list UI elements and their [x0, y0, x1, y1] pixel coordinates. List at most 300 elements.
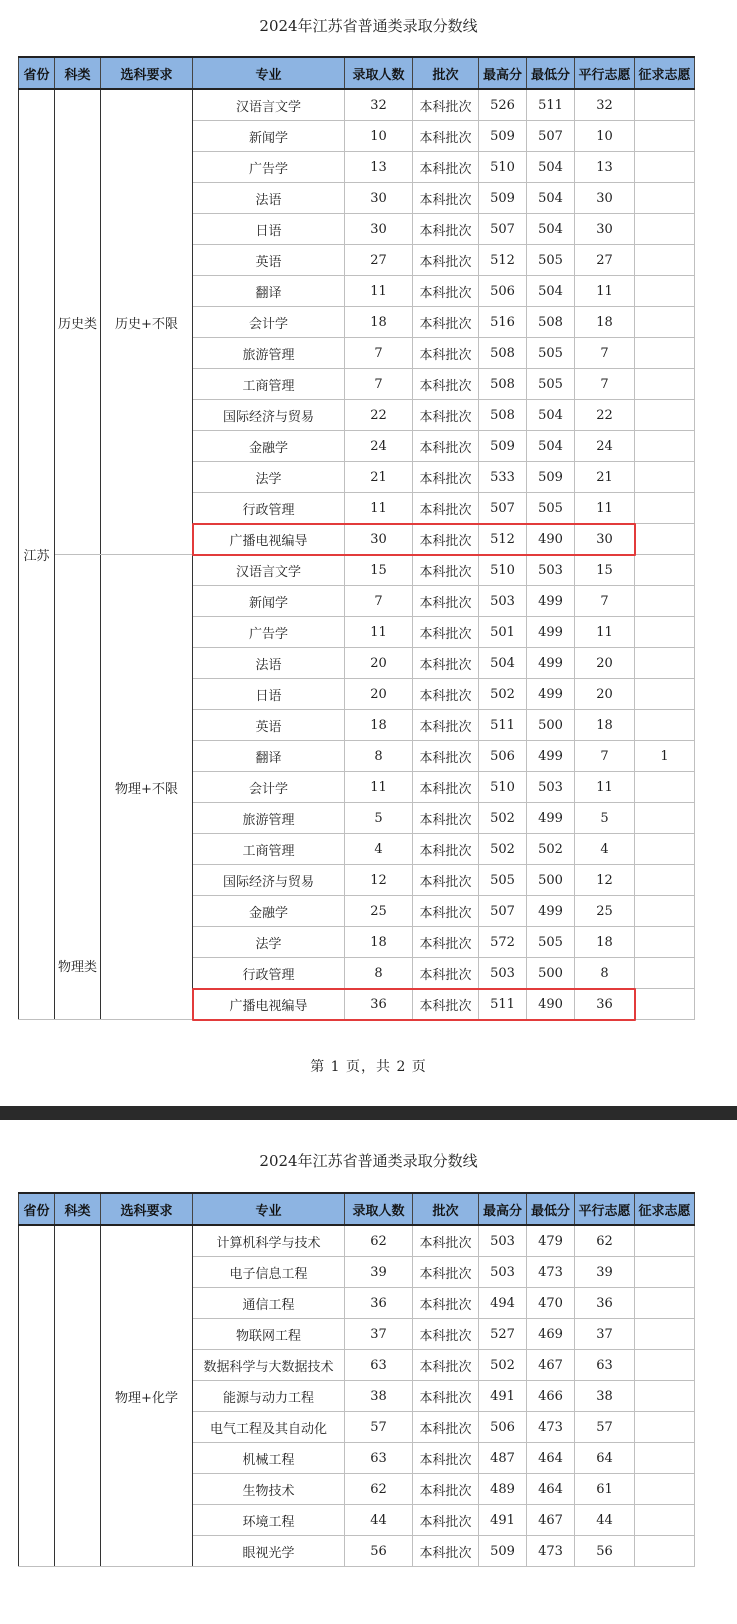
table-cell: 61 [575, 1474, 635, 1505]
table-cell: 30 [575, 524, 635, 555]
table-cell: 本科批次 [413, 834, 479, 865]
table-cell: 本科批次 [413, 307, 479, 338]
table-cell: 11 [575, 493, 635, 524]
table-cell: 32 [345, 89, 413, 121]
table-cell [635, 245, 695, 276]
table-cell: 24 [345, 431, 413, 462]
table-cell: 金融学 [193, 431, 345, 462]
table-cell: 汉语言文学 [193, 89, 345, 121]
table-cell [635, 89, 695, 121]
table-cell: 503 [479, 1257, 527, 1288]
table-cell: 行政管理 [193, 958, 345, 989]
category-cell [55, 1225, 101, 1567]
table-cell: 511 [479, 710, 527, 741]
table-cell: 500 [527, 710, 575, 741]
table-cell: 5 [575, 803, 635, 834]
table-cell: 505 [527, 338, 575, 369]
table-cell: 39 [575, 1257, 635, 1288]
table-cell [635, 1257, 695, 1288]
table-cell: 环境工程 [193, 1505, 345, 1536]
table-cell: 56 [575, 1536, 635, 1567]
table-cell: 490 [527, 524, 575, 555]
table-cell: 18 [575, 710, 635, 741]
table-cell: 旅游管理 [193, 803, 345, 834]
table-cell: 38 [345, 1381, 413, 1412]
table-cell: 本科批次 [413, 989, 479, 1020]
table-cell [635, 462, 695, 493]
table-cell: 494 [479, 1288, 527, 1319]
page-footer: 第 1 页，共 2 页 [310, 1059, 427, 1075]
table-cell: 504 [527, 183, 575, 214]
table-cell [635, 1412, 695, 1443]
table-cell: 广告学 [193, 617, 345, 648]
table-cell: 504 [479, 648, 527, 679]
table-cell: 电气工程及其自动化 [193, 1412, 345, 1443]
table-cell [635, 400, 695, 431]
table-cell: 本科批次 [413, 617, 479, 648]
table-cell: 502 [479, 1350, 527, 1381]
column-header: 选科要求 [101, 1193, 193, 1225]
table-cell: 508 [479, 400, 527, 431]
column-header: 选科要求 [101, 57, 193, 89]
table-cell: 507 [527, 121, 575, 152]
table-cell: 日语 [193, 214, 345, 245]
column-header: 平行志愿 [575, 57, 635, 89]
table-cell: 22 [345, 400, 413, 431]
table-row [19, 1225, 695, 1257]
table-cell: 本科批次 [413, 152, 479, 183]
table-cell: 37 [345, 1319, 413, 1350]
column-header: 专业 [193, 57, 345, 89]
table-cell: 512 [479, 524, 527, 555]
table-cell: 新闻学 [193, 586, 345, 617]
table-cell: 4 [575, 834, 635, 865]
table-cell [635, 617, 695, 648]
table-cell: 国际经济与贸易 [193, 400, 345, 431]
table-cell: 510 [479, 555, 527, 586]
table-cell: 21 [345, 462, 413, 493]
table-cell: 本科批次 [413, 276, 479, 307]
table-cell: 39 [345, 1257, 413, 1288]
table-cell: 507 [479, 493, 527, 524]
table-cell: 30 [345, 524, 413, 555]
table-cell: 500 [527, 865, 575, 896]
table-cell: 本科批次 [413, 400, 479, 431]
table-cell: 8 [345, 741, 413, 772]
page-title: 2024年江苏省普通类录取分数线 [259, 1152, 478, 1170]
table-cell: 13 [575, 152, 635, 183]
table-cell: 本科批次 [413, 1412, 479, 1443]
page-divider [0, 1106, 737, 1120]
admission-table-page1 [18, 56, 695, 1020]
table-cell: 本科批次 [413, 431, 479, 462]
table-cell: 473 [527, 1536, 575, 1567]
column-header: 录取人数 [345, 1193, 413, 1225]
table-cell: 7 [575, 741, 635, 772]
table-cell [635, 648, 695, 679]
table-cell [635, 1536, 695, 1567]
table-cell: 499 [527, 896, 575, 927]
table-cell: 62 [345, 1474, 413, 1505]
table-cell: 25 [345, 896, 413, 927]
table-cell [635, 896, 695, 927]
table-cell: 11 [575, 617, 635, 648]
table-cell [635, 1288, 695, 1319]
column-header: 最高分 [479, 1193, 527, 1225]
table-cell: 505 [479, 865, 527, 896]
table-cell: 7 [575, 586, 635, 617]
column-header: 批次 [413, 57, 479, 89]
table-cell: 44 [345, 1505, 413, 1536]
table-cell: 503 [527, 555, 575, 586]
table-cell: 507 [479, 214, 527, 245]
table-cell [635, 1505, 695, 1536]
table-cell: 18 [575, 927, 635, 958]
table-cell: 本科批次 [413, 1257, 479, 1288]
table-cell: 30 [345, 214, 413, 245]
table-cell: 本科批次 [413, 89, 479, 121]
table-cell: 本科批次 [413, 679, 479, 710]
table-cell: 62 [575, 1225, 635, 1257]
table-cell: 工商管理 [193, 369, 345, 400]
table-cell: 24 [575, 431, 635, 462]
column-header: 省份 [19, 1193, 55, 1225]
column-header: 省份 [19, 57, 55, 89]
table-cell: 36 [345, 989, 413, 1020]
table-cell: 本科批次 [413, 183, 479, 214]
table-cell: 504 [527, 214, 575, 245]
table-cell: 11 [345, 493, 413, 524]
column-header: 征求志愿 [635, 57, 695, 89]
table-cell: 11 [345, 772, 413, 803]
table-cell: 63 [345, 1350, 413, 1381]
table-cell [635, 989, 695, 1020]
table-cell [635, 493, 695, 524]
column-header: 最高分 [479, 57, 527, 89]
table-cell: 20 [345, 679, 413, 710]
table-cell: 467 [527, 1505, 575, 1536]
table-cell: 509 [479, 1536, 527, 1567]
table-cell: 511 [479, 989, 527, 1020]
table-cell: 行政管理 [193, 493, 345, 524]
table-cell [635, 1474, 695, 1505]
table-cell: 509 [479, 121, 527, 152]
table-cell: 18 [345, 927, 413, 958]
table-cell: 本科批次 [413, 1536, 479, 1567]
table-cell: 506 [479, 741, 527, 772]
table-cell: 499 [527, 586, 575, 617]
table-cell: 503 [527, 772, 575, 803]
table-cell: 本科批次 [413, 1319, 479, 1350]
table-cell: 487 [479, 1443, 527, 1474]
table-cell: 本科批次 [413, 1288, 479, 1319]
table-cell: 527 [479, 1319, 527, 1350]
table-cell: 广播电视编导 [193, 989, 345, 1020]
category-cell: 物理类 [55, 555, 101, 1020]
table-cell: 7 [345, 369, 413, 400]
column-header: 录取人数 [345, 57, 413, 89]
table-cell [635, 1443, 695, 1474]
table-cell: 38 [575, 1381, 635, 1412]
table-cell: 眼视光学 [193, 1536, 345, 1567]
page-2 [0, 1120, 737, 1624]
table-cell: 15 [575, 555, 635, 586]
table-cell: 15 [345, 555, 413, 586]
requirement-cell: 历史+不限 [101, 89, 193, 555]
table-cell: 12 [345, 865, 413, 896]
table-cell: 36 [575, 1288, 635, 1319]
table-cell: 20 [345, 648, 413, 679]
table-cell: 508 [527, 307, 575, 338]
table-cell: 计算机科学与技术 [193, 1225, 345, 1257]
table-cell: 11 [345, 617, 413, 648]
table-cell: 广播电视编导 [193, 524, 345, 555]
table-cell: 509 [479, 183, 527, 214]
table-cell: 508 [479, 338, 527, 369]
table-cell: 56 [345, 1536, 413, 1567]
column-header: 科类 [55, 1193, 101, 1225]
table-cell: 469 [527, 1319, 575, 1350]
table-cell: 会计学 [193, 772, 345, 803]
table-cell: 本科批次 [413, 1381, 479, 1412]
table-cell [635, 121, 695, 152]
table-cell: 467 [527, 1350, 575, 1381]
table-cell: 本科批次 [413, 1350, 479, 1381]
table-cell [635, 431, 695, 462]
table-cell: 510 [479, 772, 527, 803]
table-cell [635, 524, 695, 555]
table-cell: 法学 [193, 927, 345, 958]
table-cell: 8 [345, 958, 413, 989]
table-cell: 27 [575, 245, 635, 276]
table-cell [635, 1225, 695, 1257]
table-cell: 57 [575, 1412, 635, 1443]
table-cell: 502 [479, 803, 527, 834]
table-cell: 503 [479, 1225, 527, 1257]
table-cell: 508 [479, 369, 527, 400]
table-cell: 502 [527, 834, 575, 865]
table-cell: 533 [479, 462, 527, 493]
table-cell: 506 [479, 276, 527, 307]
table-cell: 新闻学 [193, 121, 345, 152]
province-cell: 江苏 [19, 89, 55, 1020]
table-cell [635, 679, 695, 710]
table-cell: 10 [345, 121, 413, 152]
table-cell: 8 [575, 958, 635, 989]
table-cell: 20 [575, 648, 635, 679]
table-cell: 509 [527, 462, 575, 493]
requirement-cell: 物理+化学 [101, 1225, 193, 1567]
table-cell: 1 [635, 741, 695, 772]
table-cell: 20 [575, 679, 635, 710]
table-cell: 金融学 [193, 896, 345, 927]
column-header: 平行志愿 [575, 1193, 635, 1225]
table-cell: 11 [575, 772, 635, 803]
table-cell [635, 772, 695, 803]
table-cell: 511 [527, 89, 575, 121]
table-cell: 526 [479, 89, 527, 121]
table-cell: 30 [345, 183, 413, 214]
category-cell: 历史类 [55, 89, 101, 555]
table-cell: 本科批次 [413, 493, 479, 524]
table-cell: 7 [575, 369, 635, 400]
table-cell: 504 [527, 400, 575, 431]
table-cell [635, 276, 695, 307]
table-cell: 本科批次 [413, 1225, 479, 1257]
table-cell: 502 [479, 834, 527, 865]
table-cell: 18 [345, 307, 413, 338]
table-cell: 504 [527, 431, 575, 462]
page-title: 2024年江苏省普通类录取分数线 [259, 17, 478, 35]
table-cell: 499 [527, 648, 575, 679]
table-cell: 会计学 [193, 307, 345, 338]
table-cell [635, 1350, 695, 1381]
table-cell: 本科批次 [413, 462, 479, 493]
table-cell: 473 [527, 1412, 575, 1443]
table-cell: 机械工程 [193, 1443, 345, 1474]
table-cell: 32 [575, 89, 635, 121]
table-cell [635, 834, 695, 865]
table-cell: 5 [345, 803, 413, 834]
table-cell [635, 710, 695, 741]
table-cell: 499 [527, 679, 575, 710]
column-header: 专业 [193, 1193, 345, 1225]
table-cell: 翻译 [193, 276, 345, 307]
table-cell: 464 [527, 1443, 575, 1474]
table-cell: 英语 [193, 710, 345, 741]
table-cell [635, 152, 695, 183]
table-cell: 本科批次 [413, 586, 479, 617]
table-cell [635, 214, 695, 245]
table-cell [635, 338, 695, 369]
table-cell: 本科批次 [413, 710, 479, 741]
table-cell: 通信工程 [193, 1288, 345, 1319]
table-cell: 18 [345, 710, 413, 741]
table-cell: 电子信息工程 [193, 1257, 345, 1288]
table-cell: 本科批次 [413, 524, 479, 555]
table-cell: 506 [479, 1412, 527, 1443]
table-cell: 501 [479, 617, 527, 648]
table-cell [635, 307, 695, 338]
table-cell: 本科批次 [413, 648, 479, 679]
table-cell: 572 [479, 927, 527, 958]
table-row [19, 89, 695, 121]
table-cell: 479 [527, 1225, 575, 1257]
table-cell: 18 [575, 307, 635, 338]
table-cell: 30 [575, 183, 635, 214]
table-cell: 国际经济与贸易 [193, 865, 345, 896]
table-cell: 22 [575, 400, 635, 431]
table-cell: 37 [575, 1319, 635, 1350]
table-cell: 509 [479, 431, 527, 462]
table-cell: 本科批次 [413, 214, 479, 245]
table-cell: 25 [575, 896, 635, 927]
table-cell: 491 [479, 1381, 527, 1412]
table-cell: 本科批次 [413, 369, 479, 400]
table-cell: 470 [527, 1288, 575, 1319]
table-cell: 法语 [193, 648, 345, 679]
table-cell: 本科批次 [413, 338, 479, 369]
table-cell: 62 [345, 1225, 413, 1257]
table-cell: 本科批次 [413, 927, 479, 958]
table-cell: 64 [575, 1443, 635, 1474]
table-cell: 505 [527, 369, 575, 400]
table-cell: 504 [527, 276, 575, 307]
column-header: 最低分 [527, 1193, 575, 1225]
table-cell: 法语 [193, 183, 345, 214]
table-cell: 日语 [193, 679, 345, 710]
table-cell: 499 [527, 617, 575, 648]
column-header: 征求志愿 [635, 1193, 695, 1225]
table-cell: 7 [345, 338, 413, 369]
table-cell: 464 [527, 1474, 575, 1505]
table-cell: 512 [479, 245, 527, 276]
table-cell [635, 1319, 695, 1350]
column-header: 批次 [413, 1193, 479, 1225]
table-cell: 36 [575, 989, 635, 1020]
table-cell: 11 [575, 276, 635, 307]
table-cell: 生物技术 [193, 1474, 345, 1505]
table-cell: 30 [575, 214, 635, 245]
table-cell: 12 [575, 865, 635, 896]
table-cell: 505 [527, 493, 575, 524]
table-cell: 本科批次 [413, 1505, 479, 1536]
table-cell [635, 927, 695, 958]
table-cell: 502 [479, 679, 527, 710]
admission-table-page2 [18, 1192, 695, 1567]
table-cell: 本科批次 [413, 958, 479, 989]
table-cell: 翻译 [193, 741, 345, 772]
table-cell: 489 [479, 1474, 527, 1505]
table-cell: 44 [575, 1505, 635, 1536]
table-cell: 505 [527, 245, 575, 276]
table-cell [635, 183, 695, 214]
table-cell: 物联网工程 [193, 1319, 345, 1350]
table-cell: 本科批次 [413, 1443, 479, 1474]
table-cell: 466 [527, 1381, 575, 1412]
table-cell: 本科批次 [413, 772, 479, 803]
table-cell: 本科批次 [413, 555, 479, 586]
table-cell [635, 803, 695, 834]
column-header: 最低分 [527, 57, 575, 89]
table-cell: 499 [527, 803, 575, 834]
table-cell: 本科批次 [413, 245, 479, 276]
requirement-cell: 物理+不限 [101, 555, 193, 1020]
table-cell: 57 [345, 1412, 413, 1443]
table-cell: 36 [345, 1288, 413, 1319]
table-cell: 法学 [193, 462, 345, 493]
column-header: 科类 [55, 57, 101, 89]
table-cell: 本科批次 [413, 121, 479, 152]
table-cell: 491 [479, 1505, 527, 1536]
table-cell: 516 [479, 307, 527, 338]
table-cell [635, 865, 695, 896]
table-cell: 510 [479, 152, 527, 183]
table-cell: 本科批次 [413, 741, 479, 772]
table-cell: 63 [345, 1443, 413, 1474]
table-cell: 汉语言文学 [193, 555, 345, 586]
table-cell: 503 [479, 586, 527, 617]
table-cell: 7 [575, 338, 635, 369]
table-cell: 本科批次 [413, 865, 479, 896]
table-cell: 4 [345, 834, 413, 865]
table-cell: 505 [527, 927, 575, 958]
table-cell: 21 [575, 462, 635, 493]
table-cell: 503 [479, 958, 527, 989]
table-cell: 工商管理 [193, 834, 345, 865]
table-cell [635, 586, 695, 617]
table-row [19, 555, 695, 586]
